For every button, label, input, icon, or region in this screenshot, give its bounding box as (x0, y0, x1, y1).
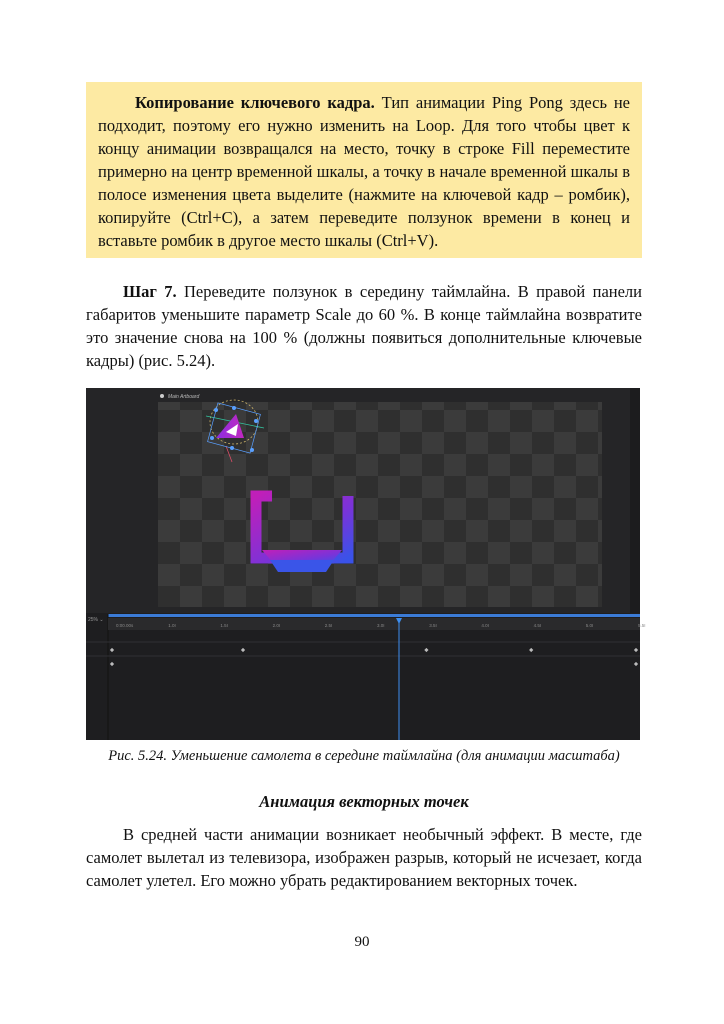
section-heading: Анимация векторных точек (259, 792, 469, 811)
step-paragraph (86, 280, 642, 372)
ruler-tick-label: 1.0I (168, 623, 176, 628)
zoom-label[interactable]: 25% ⌄ (88, 617, 104, 623)
ruler-tick-label: 0:00.00s (116, 623, 134, 628)
handle-bottom[interactable] (230, 446, 234, 450)
note-paragraph (98, 91, 630, 252)
handle-top[interactable] (232, 406, 236, 410)
note-text: Тип анимации Ping Pong здесь не подходит, поэтому его нужно изменить на Loop. Для того чтобы цвет к концу анимации возвращался на место, точку в строке Fill переместите примерно на центр временной шкалы, а точку в начале временной шкалы в полосе изменения цвета выделите (нажмите на ключевой кадр – ромбик), копируйте (Ctrl+C), а затем переведите ползунок времени в конец и вставьте ромбик в другое место шкалы (Ctrl+V). (98, 93, 630, 250)
ruler-tick-label: 5.0I (585, 623, 594, 628)
time-ruler[interactable] (108, 618, 640, 630)
handle-top-right[interactable] (254, 419, 258, 423)
note-title: Копирование ключевого кадра. (135, 93, 375, 112)
handle-bottom-right[interactable] (250, 448, 254, 452)
figure-caption: Рис. 5.24. Уменьшение самолета в середине таймлайна (для анимации масштаба) (108, 748, 620, 764)
ruler-tick-label: 1.5I (220, 623, 228, 628)
body-block (86, 823, 642, 892)
artboard-dot-icon (160, 394, 164, 398)
ruler-tick-label: 2.5I (324, 623, 333, 628)
ruler-tick-label: 2.0I (272, 623, 281, 628)
timeline-panel (86, 613, 640, 740)
ruler-tick-label: 4.5I (533, 623, 542, 628)
highlight-note-box (86, 82, 642, 258)
editor-screenshot-svg (86, 388, 646, 740)
body-paragraph: В средней части анимации возникает необычный эффект. В месте, где самолет вылетал из телевизора, изображен разрыв, который не исчезает, когда самолет улетел. Его можно убрать редактированием векторных точек. (86, 825, 642, 890)
ruler-tick-label: 4.0I (481, 623, 489, 628)
step-text: Переведите ползунок в середину таймлайна. В правой панели габаритов уменьшите параметр Scale до 60 %. В конце таймлайна возвратите это значение снова на 100 % (должны появиться дополнительные ключевые кадры) (рис. 5.24). (86, 282, 642, 370)
ruler-tick-label: 5.5I (638, 623, 646, 628)
right-panel-edge (630, 388, 640, 613)
figure-screenshot (86, 388, 646, 740)
tv-stand (270, 560, 334, 572)
handle-top-left[interactable] (214, 408, 218, 412)
artboard-label: Main Artboard (168, 394, 200, 400)
ruler-tick-label: 3.0I (377, 623, 385, 628)
handle-bottom-left[interactable] (210, 436, 214, 440)
timeline-scrollbar[interactable] (108, 614, 640, 617)
step-label: Шаг 7. (123, 282, 177, 301)
step-7-block (86, 280, 642, 372)
ruler-tick-label: 3.5I (429, 623, 437, 628)
page-number: 90 (354, 934, 370, 950)
